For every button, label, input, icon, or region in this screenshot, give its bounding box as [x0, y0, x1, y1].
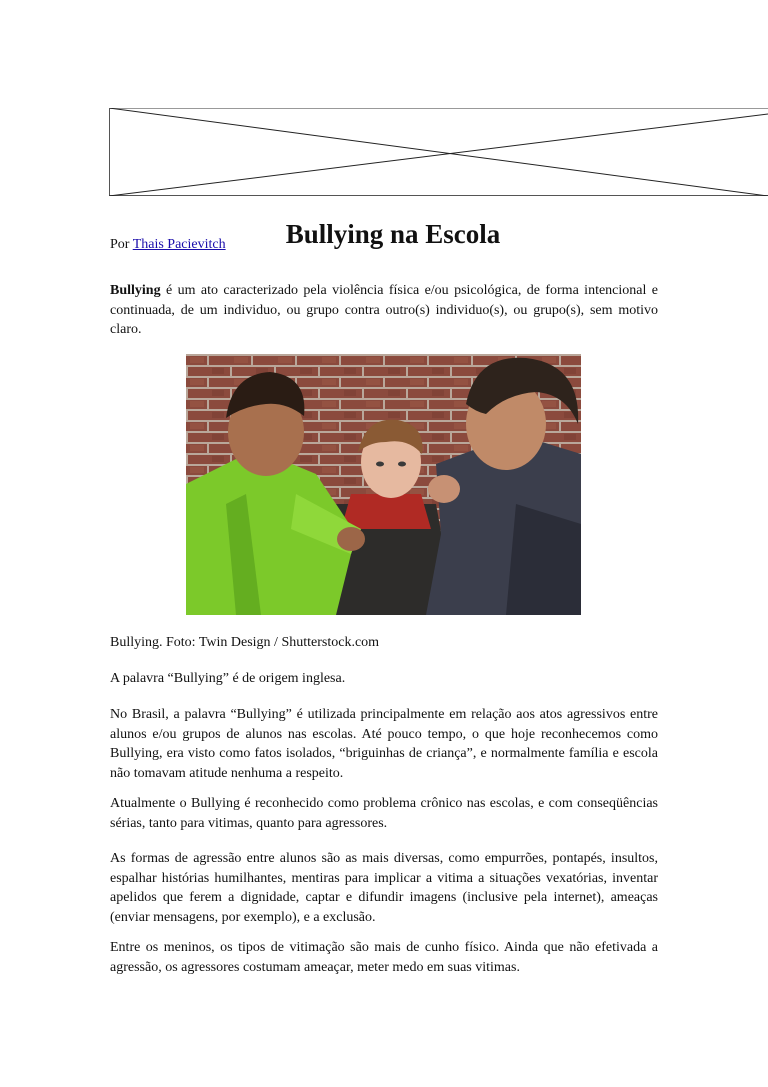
intro-paragraph — [110, 281, 658, 340]
banner-image-placeholder — [109, 108, 768, 196]
intro-text: é um ato caracterizado pela violência física e/ou psicológica, de forma intencional e continuada, de um individuo, ou grupo contra outro(s) individuo(s), ou grupo(s), sem motivo claro. — [110, 283, 658, 337]
paragraph-1: A palavra “Bullying” é de origem inglesa. — [110, 671, 346, 686]
bullying-photo — [186, 354, 581, 615]
author-link[interactable]: Thais Pacievitch — [132, 237, 226, 252]
intro-term: Bullying — [110, 283, 161, 298]
paragraph-4: As formas de agressão entre alunos são as mais diversas, como empurrões, pontapés, insultos, espalhar histórias humilhantes, mentiras para implicar a vitima a situações vexatórias, inventar apelidos que ferem a dignidade, captar e difundir imagens (inclusive pela internet), ameaças (enviar mensagens, por exemplo), e a exclusão. — [110, 851, 658, 925]
paragraph-2: No Brasil, a palavra “Bullying” é utilizada principalmente em relação aos atos agressivos entre alunos e/ou grupos de alunos nas escolas. Até pouco tempo, o que hoje reconhecemos como Bullying, era visto como fatos isolados, “briguinhas de criança”, e normalmente família e escola não tomavam atitude nenhuma a respeito. — [110, 707, 658, 781]
paragraph-5: Entre os meninos, os tipos de vitimação são mais de cunho físico. Ainda que não efetivada a agressão, os agressores costumam ameaçar, meter medo em suas vitimas. — [110, 940, 658, 975]
article-title: Bullying na Escola — [285, 219, 501, 250]
byline — [110, 235, 226, 255]
photo-caption: Bullying. Foto: Twin Design / Shutterstock.com — [110, 635, 380, 650]
paragraph-3: Atualmente o Bullying é reconhecido como problema crônico nas escolas, e com conseqüências sérias, tanto para vitimas, quanto para agressores. — [110, 796, 658, 831]
byline-prefix: Por — [110, 237, 130, 252]
